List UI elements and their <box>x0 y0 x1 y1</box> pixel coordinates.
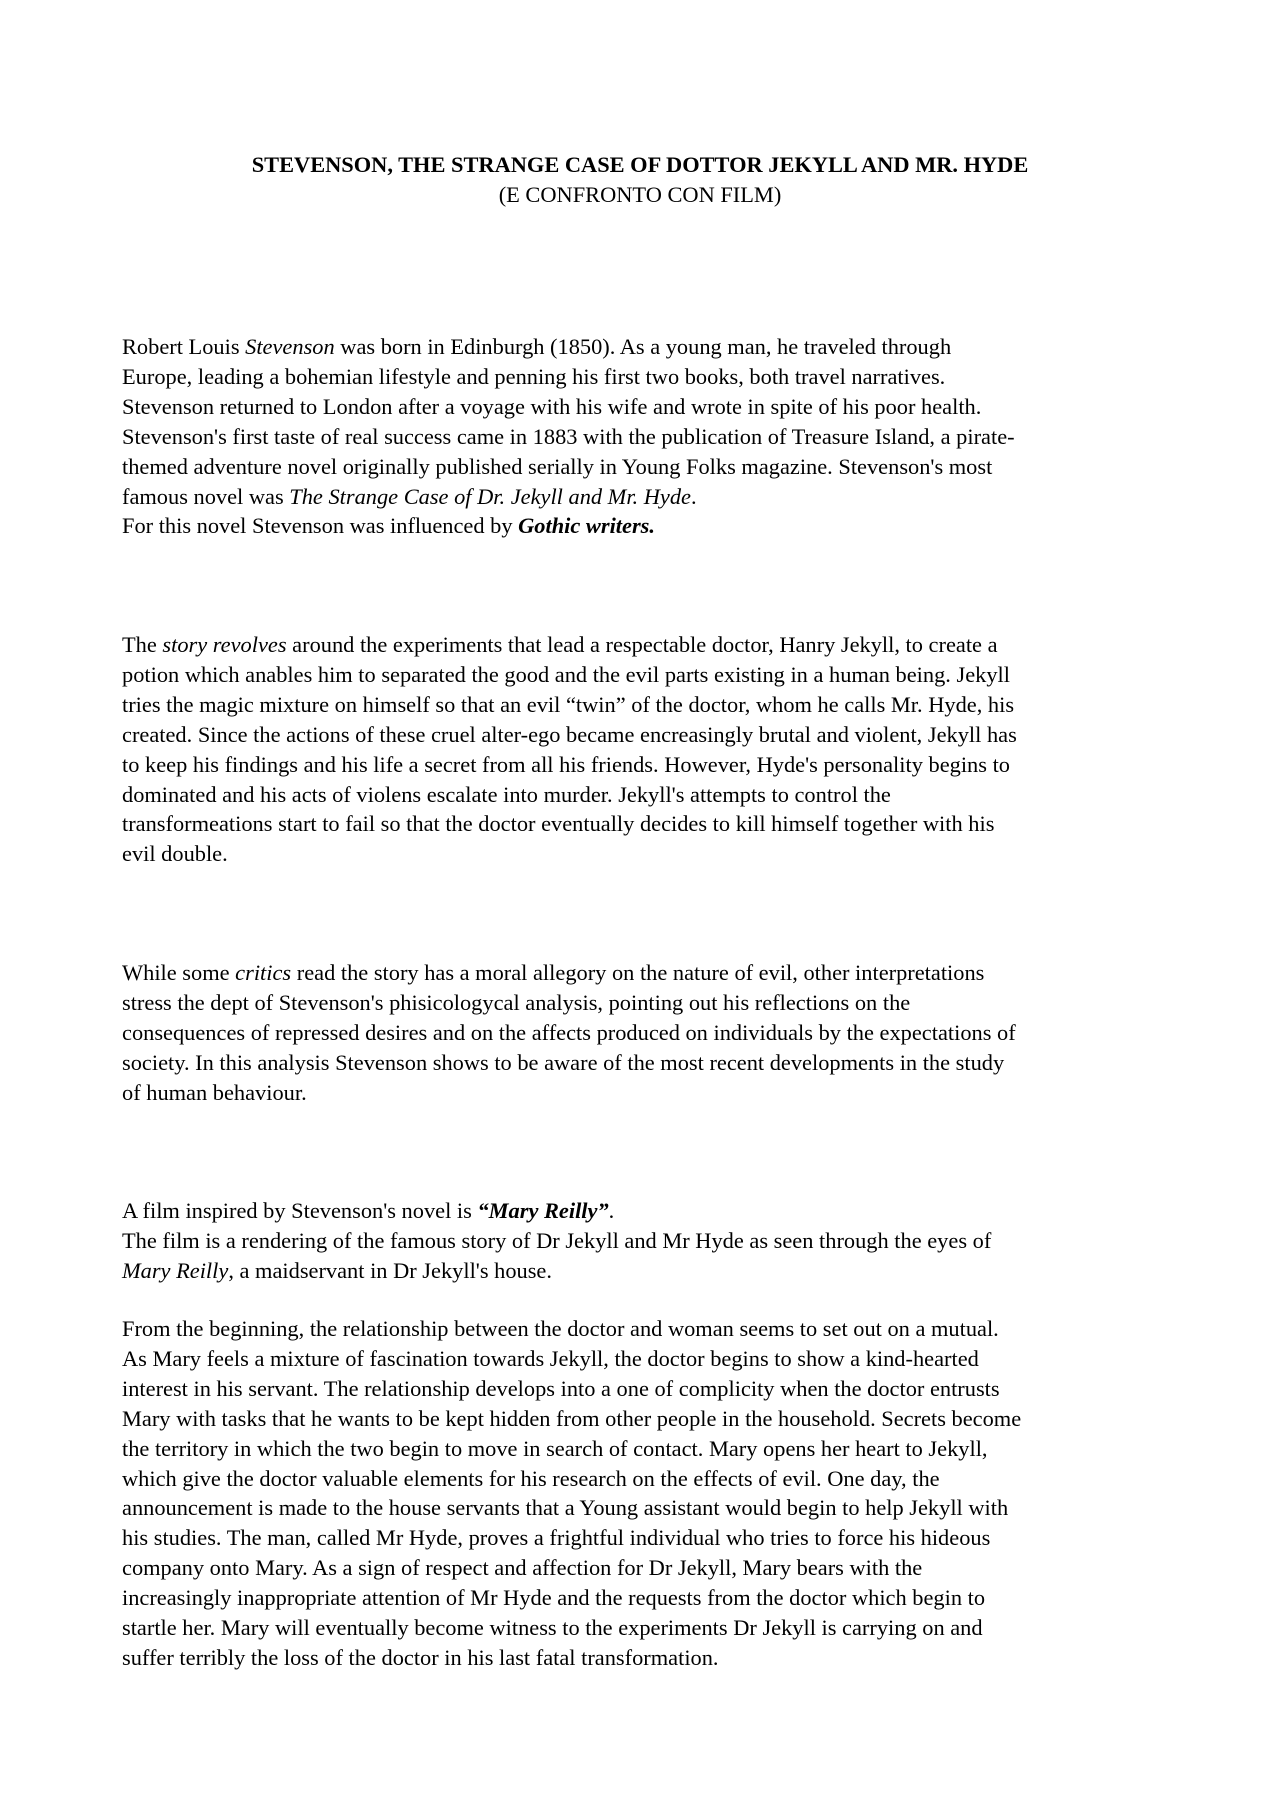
text-run: While some <box>122 960 236 985</box>
text-run: read the story has a moral allegory on the nature of evil, other interpretations <box>291 960 985 985</box>
text-line <box>122 482 1172 512</box>
text-run: Robert Louis <box>122 334 246 359</box>
text-line: announcement is made to the house servants that a Young assistant would begin to help Jekyll with <box>122 1495 1009 1521</box>
text-line <box>122 511 1172 541</box>
bold-italic-run: “Mary Reilly” <box>477 1198 609 1223</box>
text-run: was born in Edinburgh (1850). As a young man, he traveled through <box>334 334 952 359</box>
text-line <box>122 630 1172 660</box>
text-line: tries the magic mixture on himself so that an evil “twin” of the doctor, whom he calls Mr. Hyde, his <box>122 691 1015 717</box>
paragraph-film-plot <box>122 1314 1172 1673</box>
text-line: the territory in which the two begin to move in search of contact. Mary opens her heart to Jekyll, <box>122 1435 988 1461</box>
text-line: themed adventure novel originally published serially in Young Folks magazine. Stevenson's most <box>122 453 993 479</box>
text-line: to keep his findings and his life a secret from all his friends. However, Hyde's personality begins to <box>122 751 1010 777</box>
paragraph-film-intro <box>122 1196 1172 1286</box>
bold-italic-run: Gothic writers. <box>518 513 655 539</box>
text-line <box>122 1196 1172 1226</box>
text-line: society. In this analysis Stevenson shows to be aware of the most recent developments in the study <box>122 1049 1005 1075</box>
text-line: of human behaviour. <box>122 1079 307 1105</box>
title-line-2: (E CONFRONTO CON FILM) <box>498 181 782 207</box>
text-run: The <box>122 632 163 657</box>
text-run: , a maidservant in Dr Jekyll's house. <box>228 1257 552 1283</box>
title-line-1: STEVENSON, THE STRANGE CASE OF DOTTOR JEKYLL AND MR. HYDE <box>251 152 1029 177</box>
paragraph-critics <box>122 958 1172 1108</box>
text-line: consequences of repressed desires and on the affects produced on individuals by the expectations of <box>122 1019 1016 1045</box>
text-line: Stevenson's first taste of real success came in 1883 with the publication of Treasure Island, a pirate- <box>122 423 1015 449</box>
text-line: Europe, leading a bohemian lifestyle and penning his first two books, both travel narratives. <box>122 363 946 389</box>
text-run: A film inspired by Stevenson's novel is <box>122 1198 478 1223</box>
italic-run: Stevenson <box>245 334 335 359</box>
text-line: The film is a rendering of the famous story of Dr Jekyll and Mr Hyde as seen through the eyes of <box>122 1227 992 1253</box>
text-line: which give the doctor valuable elements for his research on the effects of evil. One day, the <box>122 1465 940 1491</box>
text-line: dominated and his acts of violens escalate into murder. Jekyll's attempts to control the <box>122 781 891 807</box>
text-line <box>122 1256 1172 1286</box>
text-line: potion which anables him to separated the good and the evil parts existing in a human being. Jekyll <box>122 661 1010 687</box>
text-run: For this novel Stevenson was influenced by <box>122 513 519 539</box>
text-run: . <box>691 483 697 509</box>
text-run: . <box>608 1198 615 1223</box>
text-line: company onto Mary. As a sign of respect and affection for Dr Jekyll, Mary bears with the <box>122 1555 923 1581</box>
text-line: Stevenson returned to London after a voyage with his wife and wrote in spite of his poor health. <box>122 393 982 419</box>
paragraph-story <box>122 630 1172 869</box>
text-line: his studies. The man, called Mr Hyde, proves a frightful individual who tries to force his hideous <box>122 1525 991 1551</box>
text-line: suffer terribly the loss of the doctor in his last fatal transformation. <box>122 1644 719 1670</box>
text-line: stress the dept of Stevenson's phisicologycal analysis, pointing out his reflections on the <box>122 989 911 1015</box>
text-line: Mary with tasks that he wants to be kept hidden from other people in the household. Secrets become <box>122 1405 1022 1431</box>
italic-run: critics <box>235 960 292 985</box>
text-line: As Mary feels a mixture of fascination towards Jekyll, the doctor begins to show a kind-hearted <box>122 1345 979 1371</box>
italic-run: story revolves <box>162 632 287 657</box>
text-line <box>122 332 1172 362</box>
text-line: increasingly inappropriate attention of Mr Hyde and the requests from the doctor which begin to <box>122 1585 986 1611</box>
text-line: interest in his servant. The relationship develops into a one of complicity when the doctor entrusts <box>122 1375 1000 1401</box>
document-title <box>0 150 1280 210</box>
text-line: transformeations start to fail so that the doctor eventually decides to kill himself together with his <box>122 811 995 837</box>
text-line <box>122 958 1172 988</box>
paragraph-biography <box>122 332 1172 541</box>
italic-run: The Strange Case of Dr. Jekyll and Mr. Hyde <box>289 483 691 509</box>
text-line: evil double. <box>122 841 228 867</box>
text-line: From the beginning, the relationship between the doctor and woman seems to set out on a mutual. <box>122 1316 999 1341</box>
italic-run: Mary Reilly <box>122 1257 229 1283</box>
text-line: startle her. Mary will eventually become witness to the experiments Dr Jekyll is carrying on and <box>122 1615 983 1641</box>
text-run: around the experiments that lead a respectable doctor, Hanry Jekyll, to create a <box>286 632 998 657</box>
text-line: created. Since the actions of these cruel alter-ego became encreasingly brutal and violent, Jekyll has <box>122 721 1017 747</box>
text-run: famous novel was <box>122 483 290 509</box>
